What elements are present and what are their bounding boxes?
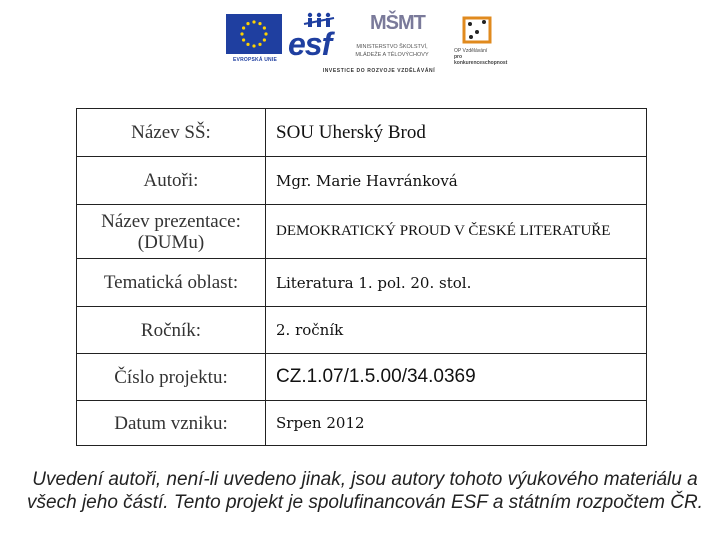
table-row [77,259,647,307]
row-label: Název prezentace: (DUMu) [77,205,266,259]
table-row [77,307,647,354]
investice-tagline: INVESTICE DO ROZVOJE VZDĚLÁVÁNÍ [322,68,436,74]
eu-star-icon [246,43,249,46]
row-value: DEMOKRATICKÝ PROUD V ČESKÉ LITERATUŘE [266,205,647,259]
eu-star-icon [240,32,243,35]
row-value: CZ.1.07/1.5.00/34.0369 [266,354,647,401]
op-square-icon [462,16,492,44]
logo-strip [222,10,522,76]
eu-star-icon [242,26,245,29]
eu-star-icon [258,22,261,25]
eu-star-icon [263,38,266,41]
row-label: Tematická oblast: [77,259,266,307]
op-logo [450,12,514,68]
msmt-logo [342,10,442,70]
esf-logo [288,12,342,62]
msmt-line2: MLÁDEŽE A TĚLOVÝCHOVY [355,52,429,58]
op-line1: OP Vzdělávání [454,48,488,54]
row-label: Autoři: [77,157,266,205]
eu-star-icon [258,43,261,46]
msmt-line1: MINISTERSTVO ŠKOLSTVÍ, [356,44,428,50]
eu-star-icon [246,22,249,25]
eu-star-icon [252,44,255,47]
esf-mark: esf [288,26,332,62]
table-row [77,157,647,205]
eu-stars-icon [226,14,282,54]
row-label: Datum vzniku: [77,401,266,446]
footnote: Uvedení autoři, není-li uvedeno jinak, jsou autory tohoto výukového materiálu a všech jeho částí. Tento projekt je spolufinancován ESF a státním rozpočtem ČR. [27,469,703,513]
table-row [77,205,647,259]
eu-star-icon [252,20,255,23]
msmt-mark: MŠMT [370,12,425,34]
eu-star-icon [264,32,267,35]
table-row [77,109,647,157]
row-label: Název SŠ: [77,109,266,157]
row-value: SOU Uherský Brod [266,109,647,157]
eu-label: EVROPSKÁ UNIE [233,57,277,63]
row-label: Ročník: [77,307,266,354]
row-value: Srpen 2012 [266,401,647,446]
eu-flag-logo [226,14,282,54]
table-row [77,354,647,401]
project-info-table [76,108,647,446]
table-row [77,401,647,446]
op-line2: pro konkurenceschopnost [454,54,508,66]
eu-star-icon [242,38,245,41]
row-value: Literatura 1. pol. 20. stol. [266,259,647,307]
row-label: Číslo projektu: [77,354,266,401]
row-value: Mgr. Marie Havránková [266,157,647,205]
eu-star-icon [263,26,266,29]
row-value: 2. ročník [266,307,647,354]
